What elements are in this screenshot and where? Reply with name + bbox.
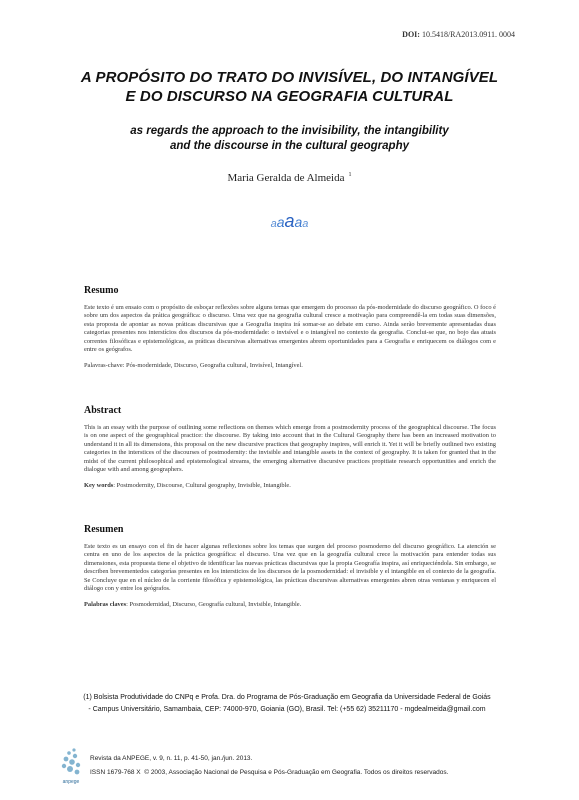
abstract-keywords-value: : Postmodernity, Discourse, Cultural geography, Invisible, Intangible. (113, 482, 291, 490)
subtitle-line-1: as regards the approach to the invisibility, the intangibility (130, 125, 449, 137)
resumen-keywords (84, 601, 496, 609)
author-footnote (62, 692, 512, 716)
footer-rights (90, 766, 448, 780)
resumo-keywords (84, 362, 496, 370)
subtitle-line-2: and the discourse in the cultural geography (170, 140, 409, 152)
footnote-line-2: - Campus Universitário, Samambaia, CEP: 74000-970, Goiania (GO), Brasil. Tel: (+55 62) 35211170 - mgdealmeida@gmail.com (88, 706, 486, 713)
title-line-1: A PROPÓSITO DO TRATO DO INVISÍVEL, DO INTANGÍVEL (80, 69, 499, 86)
logo-letter-3: a (284, 211, 295, 231)
doi-value: 10.5418/RA2013.0911. 0004 (421, 30, 515, 39)
author-note-mark: 1 (348, 172, 352, 179)
abstract-heading: Abstract (84, 405, 122, 416)
abstract-keywords-label: Key words (84, 482, 114, 490)
author (0, 172, 579, 184)
logo-letter-1: a (270, 218, 277, 230)
footer-logo-text: anpege (62, 779, 80, 785)
title-line-2: E DO DISCURSO NA GEOGRAFIA CULTURAL (125, 88, 454, 105)
abstract-section (84, 405, 496, 491)
resumo-keywords-value: : Pós-modernidade, Discurso, Geografia cultural, Invisível, Intangível. (122, 362, 303, 370)
footer-copyright: © 2003, Associação Nacional de Pesquisa e Pós-Graduação em Geografia. Todos os direitos reservados. (144, 769, 449, 776)
article-subtitle (40, 124, 539, 154)
footer-journal: Revista da ANPEGE, v. 9, n. 11, p. 41-50, jan./jun. 2013. (90, 755, 253, 762)
abstract-body: This is an essay with the purpose of outlining some reflections on themes which emerge from a postmodernity process of the geographical discourse. The focus is on one aspect of the geographical practice: the discourse. By taking into account that in the Cultural Geography there has been an increased motivation to understand it in all its dimensions, this proposal on the new discursive practices that geography inspires, will enrich it. Yet it will be briefly outlined two existing categories in the interstices of the discourses of postmodernity: the invisible and intangible assets in the context of geography. It is taken for granted that in the midst of the current philosophical and epistemological streams, the emerging alternative discursive practices propitiate research opportunities and enrich the dialogue with and among geographers. (84, 424, 496, 474)
resumen-keywords-label: Palabras claves (84, 601, 127, 609)
author-name: Maria Geralda de Almeida (227, 172, 345, 184)
logo-letter-4: a (294, 214, 303, 230)
footer-issn: ISSN 1679-768 X (90, 769, 141, 776)
doi-line (402, 30, 515, 39)
anpege-footer-logo-icon (58, 746, 84, 786)
resumo-section (84, 285, 496, 371)
resumen-section (84, 524, 496, 610)
journal-footer (90, 752, 448, 780)
resumo-body: Este texto é um ensaio com o propósito de esboçar reflexões sobre alguns temas que emergem do processo da pós-modernidade do discurso geográfico. O foco é sobre um dos aspectos da prática geográfica: o discurso. Uma vez que na geografia cultural cresce a motivação para compreendê-la em todas suas dimensões, esta proposta de apontar as novas práticas discursivas que a Geografia inspira irá somar-se ao debate em curso. Ainda serão brevemente apresentadas duas categorias presentes nos interstícios dos discursos da pós-modernidade: o invisível e o intangível no contexto da geografia. Conclui-se que, no bojo das atuais correntes filosóficas e epistemológicas, as práticas discursivas alternativas emergentes abrem oportunidades para a Geografia e enriquecem os diálogos com e entre os geógrafos. (84, 304, 496, 354)
anpege-logo (0, 212, 579, 231)
article-title (40, 68, 539, 106)
doi-label: DOI: (402, 30, 420, 39)
resumen-keywords-value: : Posmodernidad, Discurso, Geografía cultural, Invisible, Intangible. (126, 601, 302, 609)
logo-letter-5: a (302, 218, 309, 230)
abstract-keywords (84, 482, 496, 490)
logo-letter-2: a (276, 214, 285, 230)
resumen-body: Este texto es un ensayo con el fin de hacer algunas reflexiones sobre los temas que surgen del proceso posmoderno del discurso geográfico. La atención se centra en uno de los aspectos de la práctica geográfica: el discurso. Una vez que en la geografía cultural crece la motivación para entender todas sus dimensiones, esta propuesta tiene el objetivo de identificar las nuevas prácticas discursivas que la propia Geografía inspira, así enriqueciéndola. Sin embargo, se describen brevementedos categorías presentes en los intersticios de los discursos de la posmodernidad: el invisible y el intangible en el contexto de la geografía. Se Concluye que en el núcleo de la corriente filosófica y epistemológica, las prácticas discursivas alternativas emergentes abren otras ventanas y enriquecen el diálogo con y entre los geógrafos. (84, 543, 496, 593)
resumen-heading: Resumen (84, 524, 124, 535)
resumo-heading: Resumo (84, 285, 119, 296)
resumo-keywords-label: Palavras-chave (84, 362, 123, 370)
footnote-line-1: (1) Bolsista Produtividade do CNPq e Profa. Dra. do Programa de Pós-Graduação em Geografia da Universidade Federal de Goiás (83, 694, 491, 701)
